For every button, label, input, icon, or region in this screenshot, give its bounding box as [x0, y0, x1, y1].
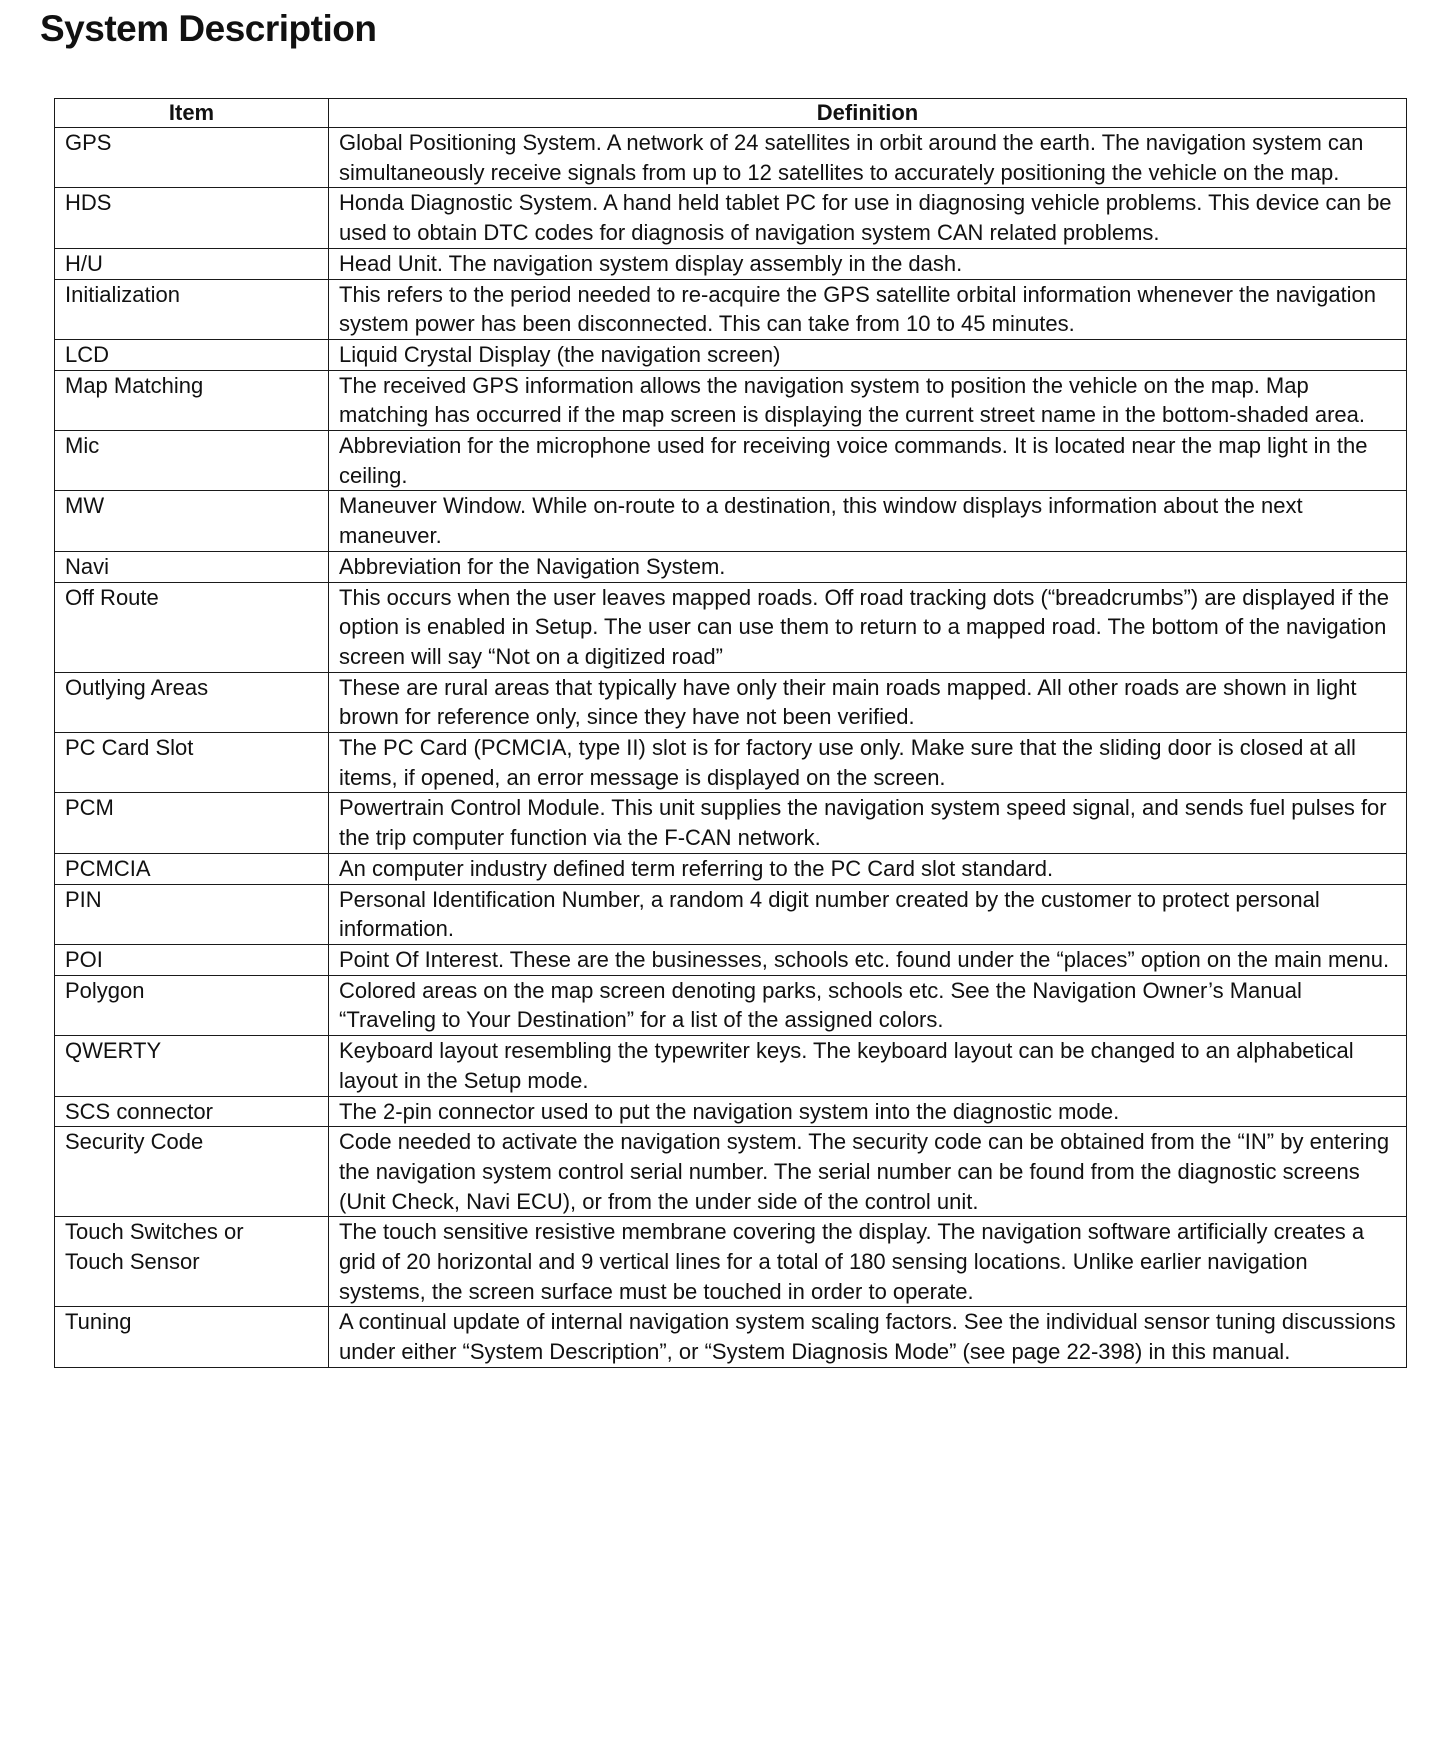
- item-cell: PIN: [55, 884, 329, 944]
- table-row: [55, 975, 1407, 1035]
- table-row: [55, 491, 1407, 551]
- definition-cell: Code needed to activate the navigation system. The security code can be obtained from the “IN” by entering the navigation system control serial number. The serial number can be found from the diagnostic screens (Unit Check, Navi ECU), or from the under side of the control unit.: [329, 1127, 1407, 1217]
- column-header-definition: Definition: [329, 99, 1407, 128]
- table-row: [55, 551, 1407, 582]
- table-row: [55, 884, 1407, 944]
- glossary-table: [54, 98, 1407, 1368]
- table-row: [55, 853, 1407, 884]
- page-title: System Description: [40, 8, 377, 49]
- item-cell: Off Route: [55, 582, 329, 672]
- definition-cell: An computer industry defined term referring to the PC Card slot standard.: [329, 853, 1407, 884]
- table-row: [55, 582, 1407, 672]
- item-cell: Polygon: [55, 975, 329, 1035]
- definition-cell: This occurs when the user leaves mapped roads. Off road tracking dots (“breadcrumbs”) are displayed if the option is enabled in Setup. The user can use them to return to a mapped road. The bottom of the navigation screen will say “Not on a digitized road”: [329, 582, 1407, 672]
- definition-cell: A continual update of internal navigation system scaling factors. See the individual sensor tuning discussions under either “System Description”, or “System Diagnosis Mode” (see page 22-398) in this manual.: [329, 1307, 1407, 1367]
- definition-cell: Personal Identification Number, a random 4 digit number created by the customer to protect personal information.: [329, 884, 1407, 944]
- item-cell: LCD: [55, 339, 329, 370]
- item-cell: PCMCIA: [55, 853, 329, 884]
- table-header-row: [55, 99, 1407, 128]
- table-row: [55, 248, 1407, 279]
- item-cell: PC Card Slot: [55, 733, 329, 793]
- column-header-item: Item: [55, 99, 329, 128]
- table-row: [55, 431, 1407, 491]
- definition-cell: Abbreviation for the Navigation System.: [329, 551, 1407, 582]
- table-row: [55, 1307, 1407, 1367]
- item-cell: GPS: [55, 128, 329, 188]
- item-cell: Initialization: [55, 279, 329, 339]
- item-cell: SCS connector: [55, 1096, 329, 1127]
- definition-cell: Honda Diagnostic System. A hand held tablet PC for use in diagnosing vehicle problems. This device can be used to obtain DTC codes for diagnosis of navigation system CAN related problems.: [329, 188, 1407, 248]
- item-cell: Navi: [55, 551, 329, 582]
- item-cell: H/U: [55, 248, 329, 279]
- definition-cell: Maneuver Window. While on-route to a destination, this window displays information about the next maneuver.: [329, 491, 1407, 551]
- table-row: [55, 339, 1407, 370]
- table-row: [55, 1217, 1407, 1307]
- table-row: [55, 944, 1407, 975]
- definition-cell: Powertrain Control Module. This unit supplies the navigation system speed signal, and sends fuel pulses for the trip computer function via the F-CAN network.: [329, 793, 1407, 853]
- table-row: [55, 1096, 1407, 1127]
- table-row: [55, 733, 1407, 793]
- table-row: [55, 370, 1407, 430]
- item-cell: Map Matching: [55, 370, 329, 430]
- table-row: [55, 1127, 1407, 1217]
- definition-cell: Abbreviation for the microphone used for receiving voice commands. It is located near the map light in the ceiling.: [329, 431, 1407, 491]
- item-cell: Mic: [55, 431, 329, 491]
- item-cell: POI: [55, 944, 329, 975]
- table-row: [55, 1036, 1407, 1096]
- definition-cell: The received GPS information allows the navigation system to position the vehicle on the map. Map matching has occurred if the map screen is displaying the current street name in the bottom-shaded area.: [329, 370, 1407, 430]
- item-cell: Tuning: [55, 1307, 329, 1367]
- definition-cell: Point Of Interest. These are the businesses, schools etc. found under the “places” option on the main menu.: [329, 944, 1407, 975]
- table-row: [55, 793, 1407, 853]
- item-cell: Outlying Areas: [55, 672, 329, 732]
- definition-cell: The 2-pin connector used to put the navigation system into the diagnostic mode.: [329, 1096, 1407, 1127]
- item-cell: PCM: [55, 793, 329, 853]
- glossary-table-container: [54, 98, 1406, 1368]
- definition-cell: Global Positioning System. A network of 24 satellites in orbit around the earth. The navigation system can simultaneously receive signals from up to 12 satellites to accurately positioning the vehicle on the map.: [329, 128, 1407, 188]
- definition-cell: Head Unit. The navigation system display assembly in the dash.: [329, 248, 1407, 279]
- item-cell: HDS: [55, 188, 329, 248]
- definition-cell: This refers to the period needed to re-acquire the GPS satellite orbital information whenever the navigation system power has been disconnected. This can take from 10 to 45 minutes.: [329, 279, 1407, 339]
- table-row: [55, 672, 1407, 732]
- table-row: [55, 279, 1407, 339]
- item-cell: Touch Switches or Touch Sensor: [55, 1217, 329, 1307]
- item-cell: MW: [55, 491, 329, 551]
- item-cell: Security Code: [55, 1127, 329, 1217]
- definition-cell: Keyboard layout resembling the typewriter keys. The keyboard layout can be changed to an alphabetical layout in the Setup mode.: [329, 1036, 1407, 1096]
- definition-cell: Colored areas on the map screen denoting parks, schools etc. See the Navigation Owner’s Manual “Traveling to Your Destination” for a list of the assigned colors.: [329, 975, 1407, 1035]
- table-row: [55, 188, 1407, 248]
- table-row: [55, 128, 1407, 188]
- definition-cell: These are rural areas that typically have only their main roads mapped. All other roads are shown in light brown for reference only, since they have not been verified.: [329, 672, 1407, 732]
- definition-cell: Liquid Crystal Display (the navigation screen): [329, 339, 1407, 370]
- definition-cell: The PC Card (PCMCIA, type II) slot is for factory use only. Make sure that the sliding door is closed at all items, if opened, an error message is displayed on the screen.: [329, 733, 1407, 793]
- item-cell: QWERTY: [55, 1036, 329, 1096]
- definition-cell: The touch sensitive resistive membrane covering the display. The navigation software artificially creates a grid of 20 horizontal and 9 vertical lines for a total of 180 sensing locations. Unlike earlier navigation systems, the screen surface must be touched in order to operate.: [329, 1217, 1407, 1307]
